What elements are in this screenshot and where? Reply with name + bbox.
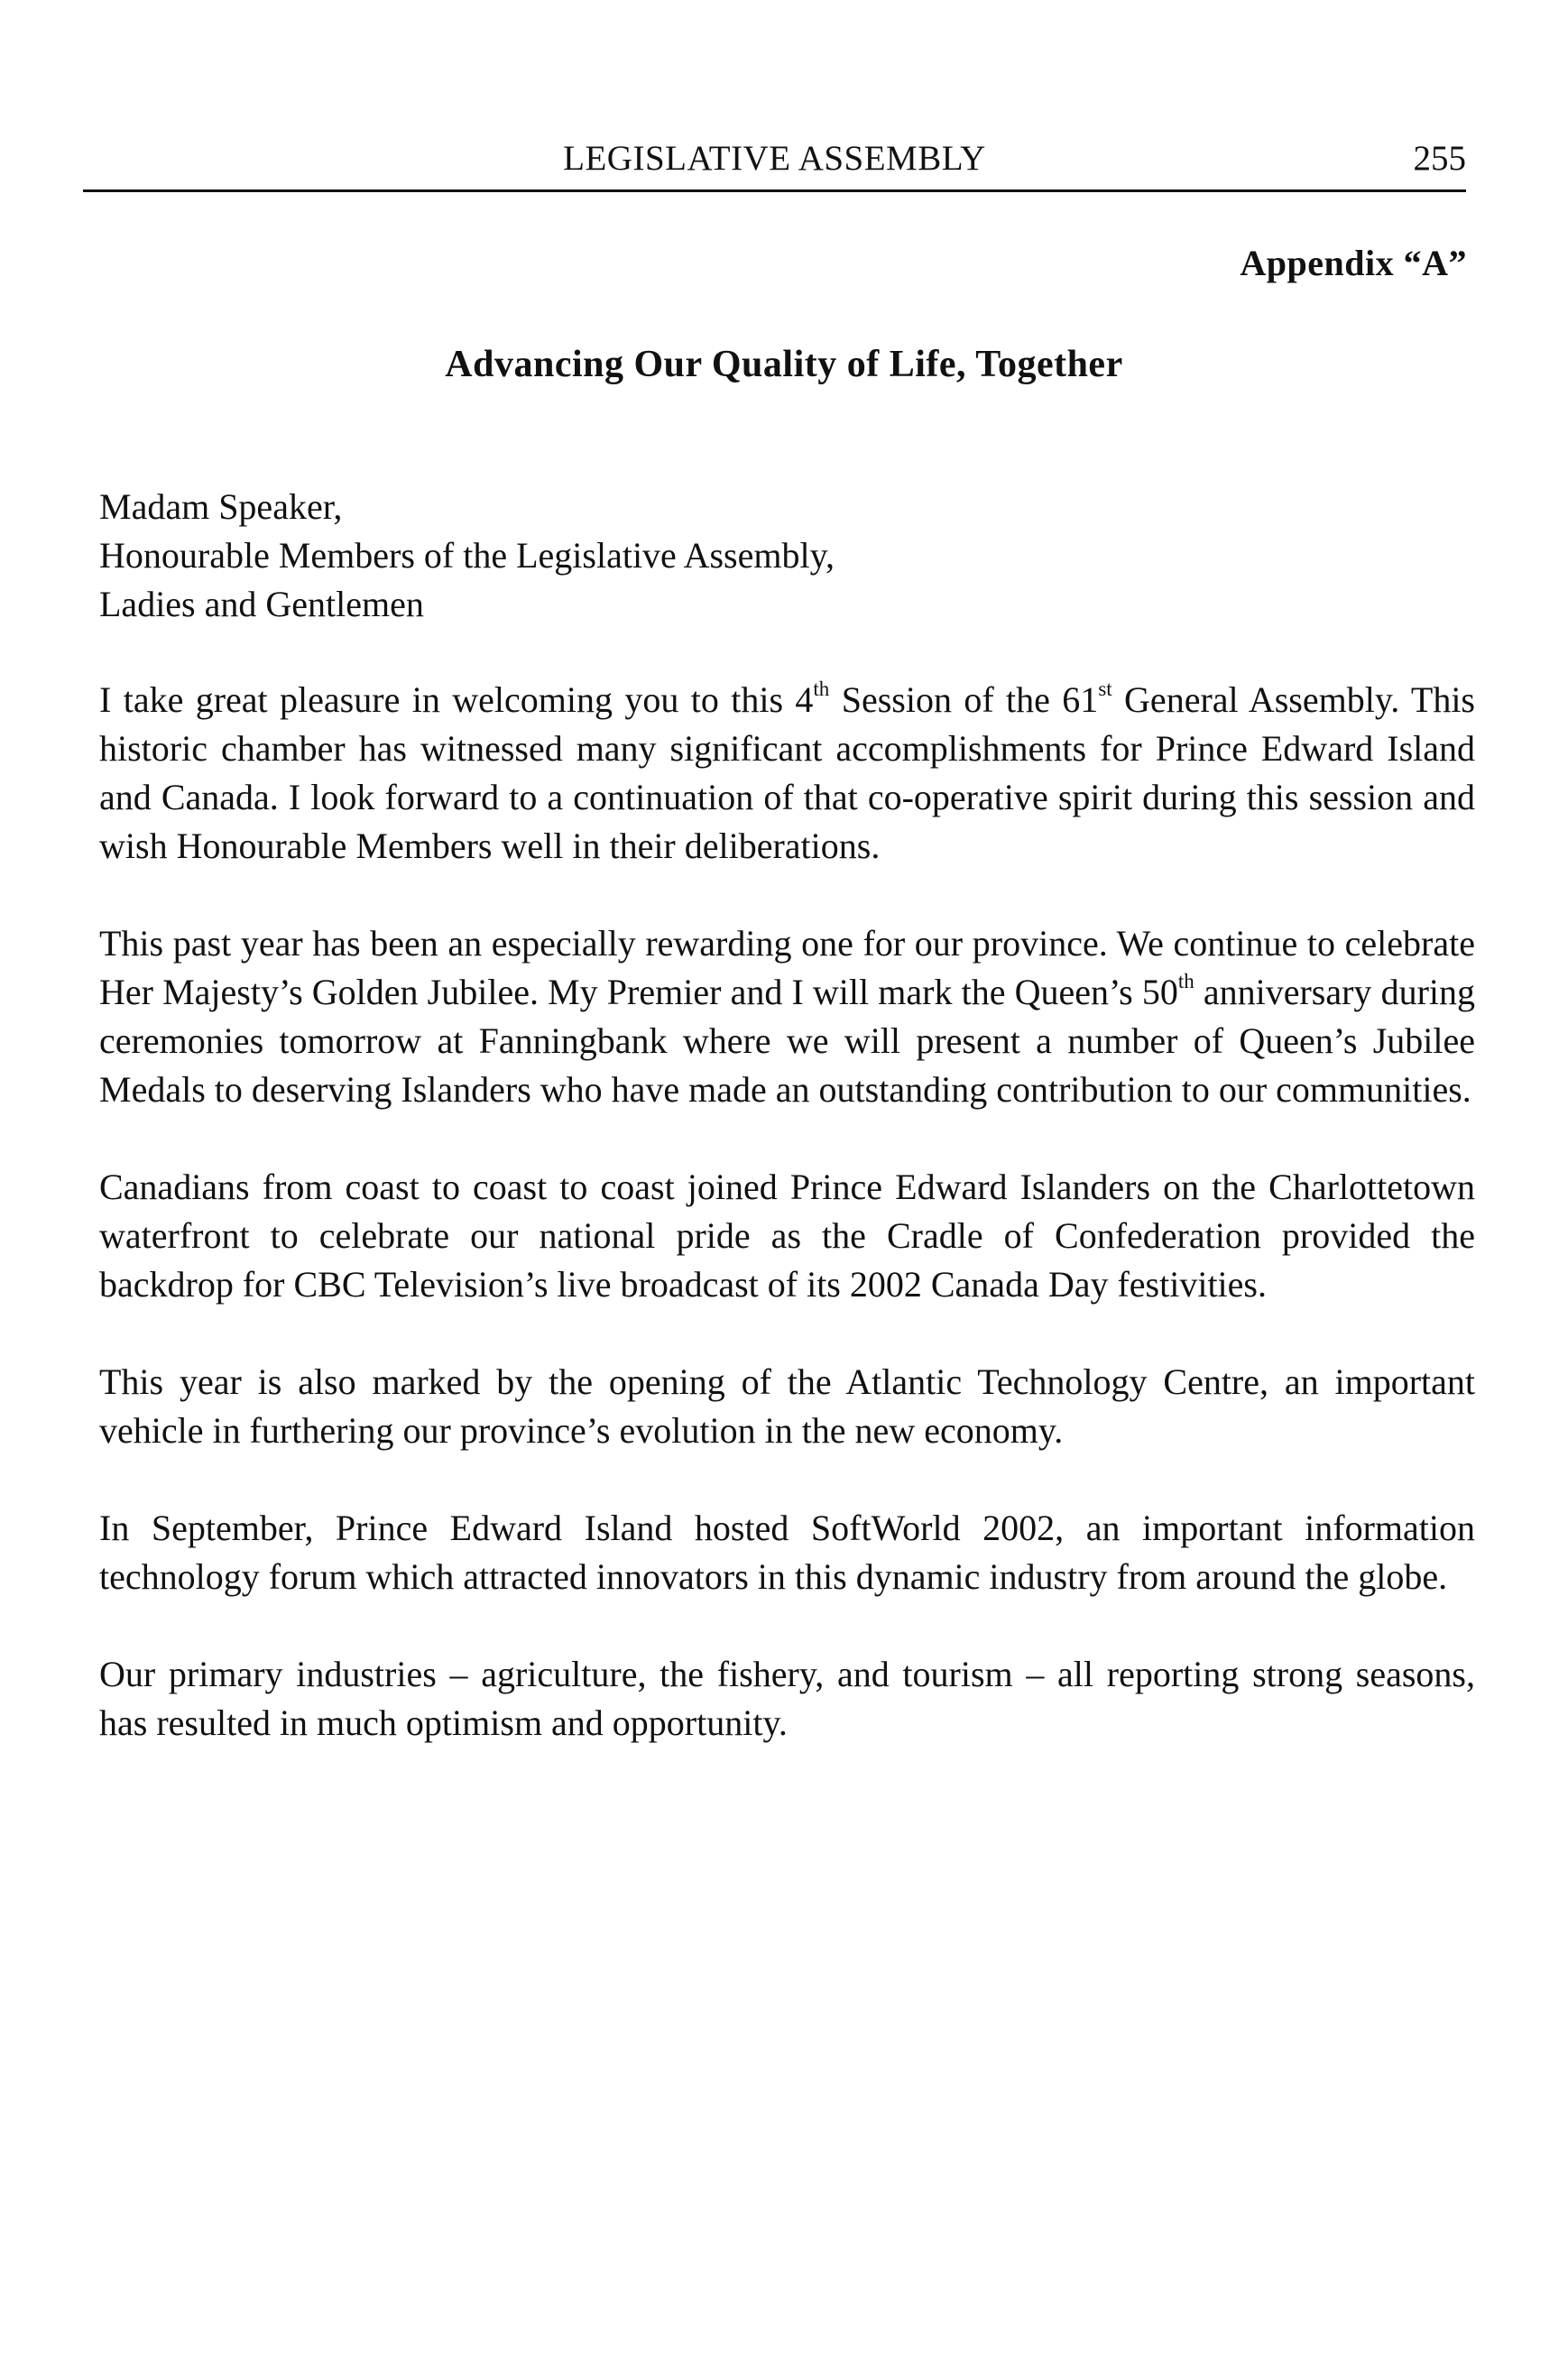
page-number: 255 <box>1413 139 1466 178</box>
salutation-line: Ladies and Gentlemen <box>99 584 424 624</box>
paragraph-primary-industries: Our primary industries – agriculture, the fishery, and tourism – all reporting strong seasons, has resulted in much optimism and opportunity. <box>99 1654 1475 1743</box>
paragraph-welcome <box>99 676 1475 871</box>
running-title: LEGISLATIVE ASSEMBLY <box>563 139 986 178</box>
speech-body <box>99 483 1475 1796</box>
paragraph-canada-day: Canadians from coast to coast to coast joined Prince Edward Islanders on the Charlottetown waterfront to celebrate our national pride as the Cradle of Confederation provided the backdrop for CBC Television’s live broadcast of its 2002 Canada Day festivities. <box>99 1167 1475 1305</box>
paragraph-technology-centre: This year is also marked by the opening of the Atlantic Technology Centre, an important vehicle in furthering our province’s evolution in the new economy. <box>99 1361 1475 1451</box>
appendix-label: Appendix “A” <box>1240 243 1467 283</box>
salutation-line: Honourable Members of the Legislative Assembly, <box>99 535 835 576</box>
ordinal-suffix: st <box>1098 677 1112 700</box>
paragraph-text: Session of the 61 <box>829 679 1099 720</box>
paragraph-softworld: In September, Prince Edward Island hosted SoftWorld 2002, an important information technology forum which attracted innovators in this dynamic industry from around the globe. <box>99 1508 1475 1597</box>
paragraph-text: anniversary during ceremonies tomorrow at Fanningbank where we will present a number of Queen’s Jubilee Medals to deserving Islanders who have made an outstanding contribution to our communities. <box>99 972 1476 1110</box>
paragraph-text: General Assembly. This historic chamber has witnessed many significant accomplishments for Prince Edward Island and Canada. I look forward to a continuation of that co-operative spirit during this session and wish Honourable Members well in their deliberations. <box>99 679 1475 866</box>
paragraph-jubilee <box>99 919 1475 1114</box>
ordinal-suffix: th <box>813 677 830 700</box>
paragraph-text: This past year has been an especially rewarding one for our province. We continue to celebrate Her Majesty’s Golden Jubilee. My Premier and I will mark the Queen’s 50 <box>99 923 1475 1012</box>
salutation-line: Madam Speaker, <box>99 486 343 527</box>
salutation <box>99 483 1475 629</box>
ordinal-suffix: th <box>1177 969 1194 992</box>
running-header <box>83 135 1466 192</box>
paragraph-text: I take great pleasure in welcoming you to this 4 <box>99 679 814 720</box>
document-title: Advancing Our Quality of Life, Together <box>445 344 1123 385</box>
